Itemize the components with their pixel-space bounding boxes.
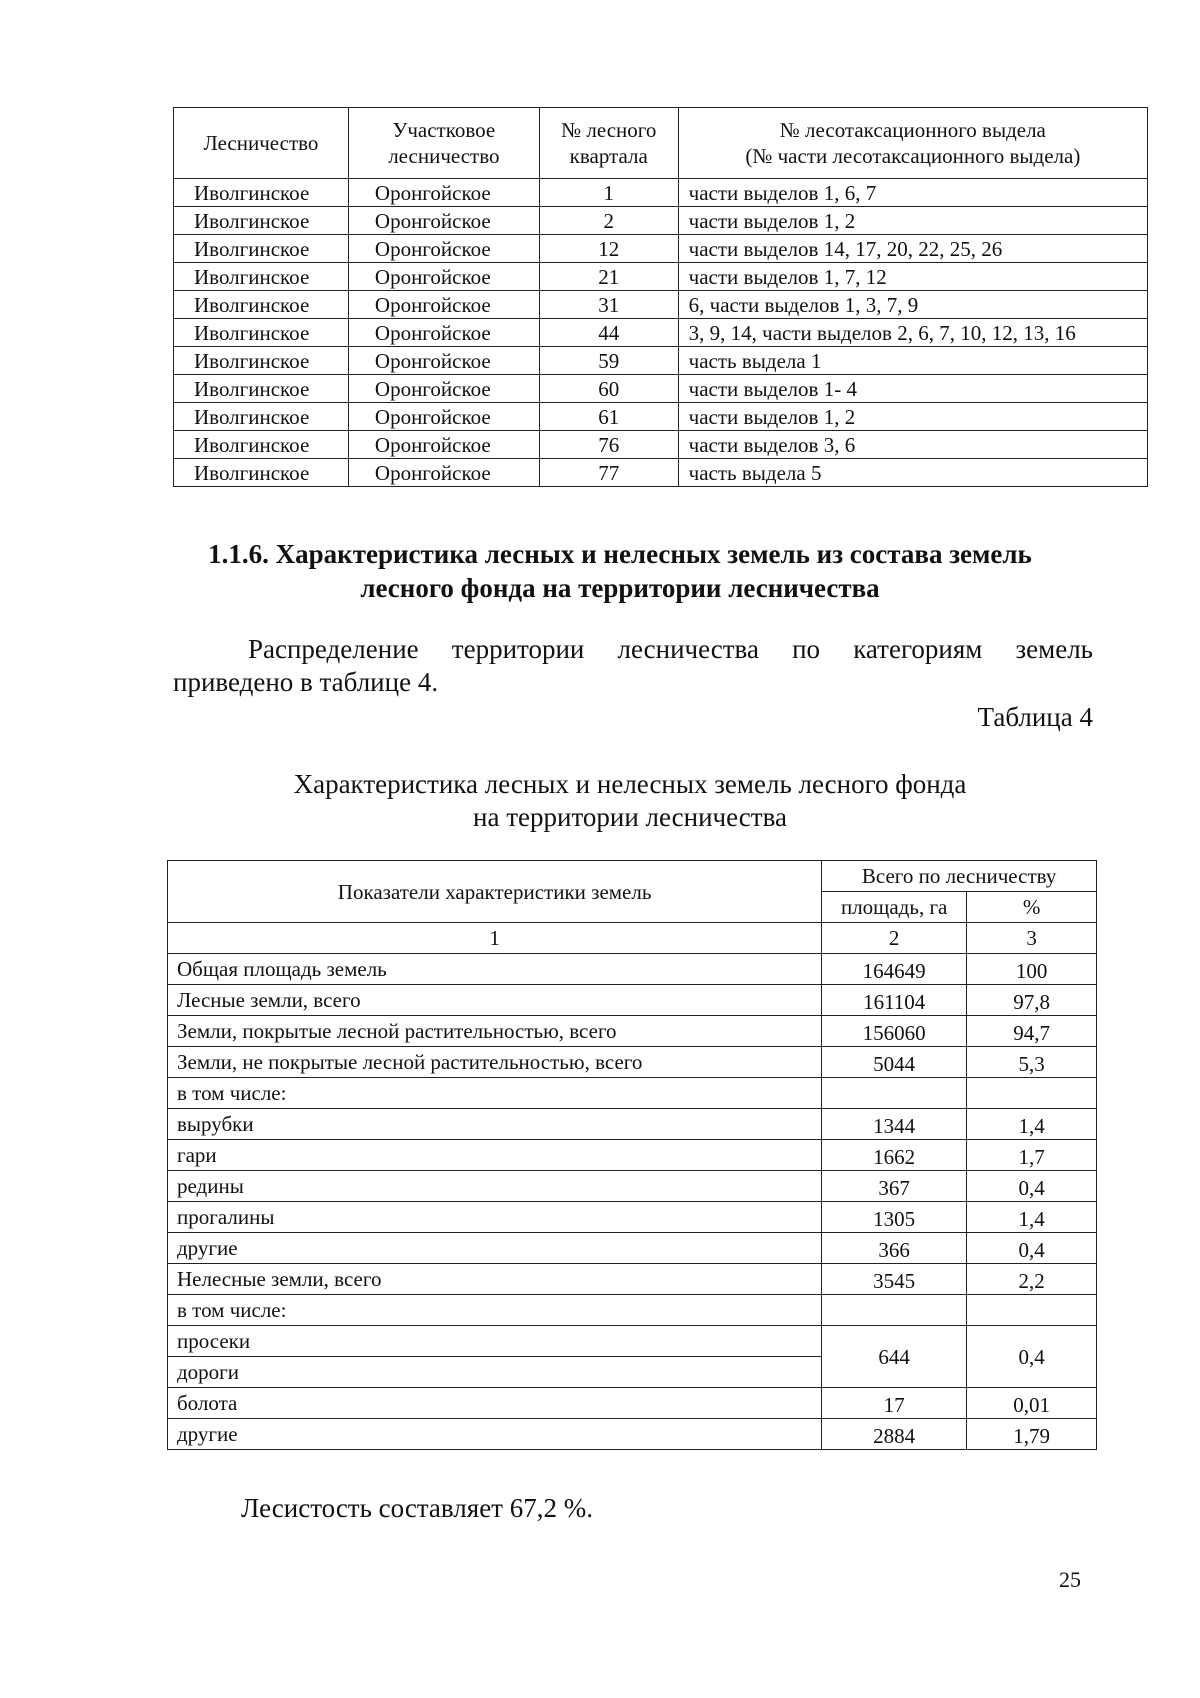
cell-percent	[967, 1078, 1097, 1109]
cell-quarter: 77	[539, 459, 678, 487]
cell-district: Оронгойское	[348, 319, 539, 347]
cell-percent: 100	[967, 954, 1097, 985]
cell-forestry: Иволгинское	[174, 291, 349, 319]
table-row	[168, 1233, 1097, 1264]
cell-percent: 0,4	[967, 1233, 1097, 1264]
table-label: Таблица 4	[977, 702, 1093, 732]
cell-percent: 97,8	[967, 985, 1097, 1016]
cell-area: 644	[822, 1326, 967, 1388]
table-row	[168, 1419, 1097, 1450]
page-number: 25	[1059, 1567, 1081, 1592]
cell-quarter: 44	[539, 319, 678, 347]
cell-percent: 5,3	[967, 1047, 1097, 1078]
land-characteristics-table	[167, 860, 1097, 1450]
header-area: площадь, га	[822, 892, 967, 923]
cell-sections: часть выдела 1	[678, 347, 1147, 375]
header-indicator: Показатели характеристики земель	[168, 861, 822, 923]
column-number: 3	[967, 923, 1097, 954]
intro-paragraph: Распределение территории лесничества по категориям земель приведено в таблице 4.	[173, 634, 1093, 697]
cell-area: 1662	[822, 1140, 967, 1171]
column-numbers-row	[168, 923, 1097, 954]
cell-label: Нелесные земли, всего	[168, 1264, 822, 1295]
cell-forestry: Иволгинское	[174, 459, 349, 487]
table-row	[174, 375, 1148, 403]
cell-sections: 3, 9, 14, части выделов 2, 6, 7, 10, 12, 13, 16	[678, 319, 1147, 347]
cell-forestry: Иволгинское	[174, 347, 349, 375]
cell-district: Оронгойское	[348, 263, 539, 291]
cell-sections: часть выдела 5	[678, 459, 1147, 487]
table-row	[168, 1326, 1097, 1357]
header-total: Всего по лесничеству	[822, 861, 1097, 892]
table-row	[174, 319, 1148, 347]
cell-forestry: Иволгинское	[174, 431, 349, 459]
cell-sections: части выделов 1- 4	[678, 375, 1147, 403]
cell-quarter: 76	[539, 431, 678, 459]
cell-district: Оронгойское	[348, 431, 539, 459]
cell-area: 2884	[822, 1419, 967, 1450]
cell-area: 161104	[822, 985, 967, 1016]
table-row	[168, 954, 1097, 985]
cell-area	[822, 1295, 967, 1326]
cell-sections: части выделов 1, 2	[678, 403, 1147, 431]
cell-label: дороги	[168, 1357, 822, 1388]
cell-sections: части выделов 1, 2	[678, 207, 1147, 235]
table-row	[174, 291, 1148, 319]
table-row	[174, 207, 1148, 235]
forest-quarters-table	[173, 107, 1148, 487]
cell-quarter: 12	[539, 235, 678, 263]
cell-area: 367	[822, 1171, 967, 1202]
cell-sections: части выделов 1, 6, 7	[678, 179, 1147, 207]
cell-percent: 0,4	[967, 1171, 1097, 1202]
cell-percent: 2,2	[967, 1264, 1097, 1295]
cell-quarter: 60	[539, 375, 678, 403]
cell-sections: части выделов 14, 17, 20, 22, 25, 26	[678, 235, 1147, 263]
cell-area: 156060	[822, 1016, 967, 1047]
table-row	[168, 1388, 1097, 1419]
cell-quarter: 1	[539, 179, 678, 207]
table-row	[174, 347, 1148, 375]
cell-quarter: 21	[539, 263, 678, 291]
cell-label: прогалины	[168, 1202, 822, 1233]
forest-cover-text: Лесистость составляет 67,2 %.	[241, 1493, 593, 1523]
cell-area: 17	[822, 1388, 967, 1419]
column-number: 1	[168, 923, 822, 954]
cell-district: Оронгойское	[348, 235, 539, 263]
cell-label: Земли, не покрытые лесной растительностью, всего	[168, 1047, 822, 1078]
cell-forestry: Иволгинское	[174, 375, 349, 403]
header-district-forestry: Участковое лесничество	[348, 108, 539, 179]
cell-percent: 1,79	[967, 1419, 1097, 1450]
table-title: Характеристика лесных и нелесных земель лесного фонда на территории лесничества	[293, 769, 967, 832]
cell-label: другие	[168, 1419, 822, 1450]
cell-district: Оронгойское	[348, 347, 539, 375]
table-row	[168, 1295, 1097, 1326]
table-header-row	[174, 108, 1148, 179]
cell-district: Оронгойское	[348, 459, 539, 487]
cell-forestry: Иволгинское	[174, 263, 349, 291]
cell-quarter: 2	[539, 207, 678, 235]
table-row	[174, 179, 1148, 207]
cell-percent: 1,7	[967, 1140, 1097, 1171]
table-row	[174, 459, 1148, 487]
table-row	[174, 431, 1148, 459]
cell-sections: 6, части выделов 1, 3, 7, 9	[678, 291, 1147, 319]
cell-quarter: 59	[539, 347, 678, 375]
cell-forestry: Иволгинское	[174, 179, 349, 207]
cell-label: в том числе:	[168, 1078, 822, 1109]
cell-label: Земли, покрытые лесной растительностью, всего	[168, 1016, 822, 1047]
table-row	[174, 403, 1148, 431]
cell-quarter: 61	[539, 403, 678, 431]
cell-label: просеки	[168, 1326, 822, 1357]
cell-label: Лесные земли, всего	[168, 985, 822, 1016]
cell-label: болота	[168, 1388, 822, 1419]
cell-label: в том числе:	[168, 1295, 822, 1326]
column-number: 2	[822, 923, 967, 954]
cell-percent	[967, 1295, 1097, 1326]
cell-label: гари	[168, 1140, 822, 1171]
table-row	[168, 1078, 1097, 1109]
cell-forestry: Иволгинское	[174, 207, 349, 235]
table-row	[168, 985, 1097, 1016]
section-heading: 1.1.6. Характеристика лесных и нелесных земель из состава земель лесного фонда на территории лесничества	[208, 539, 1032, 603]
cell-district: Оронгойское	[348, 207, 539, 235]
cell-sections: части выделов 1, 7, 12	[678, 263, 1147, 291]
table-row	[168, 1202, 1097, 1233]
cell-percent: 94,7	[967, 1016, 1097, 1047]
cell-district: Оронгойское	[348, 179, 539, 207]
table-row	[174, 263, 1148, 291]
cell-area: 1344	[822, 1109, 967, 1140]
header-quarter: № лесного квартала	[539, 108, 678, 179]
cell-area: 366	[822, 1233, 967, 1264]
header-forestry: Лесничество	[174, 108, 349, 179]
table-row	[174, 235, 1148, 263]
cell-sections: части выделов 3, 6	[678, 431, 1147, 459]
table-row	[168, 1140, 1097, 1171]
cell-percent: 0,01	[967, 1388, 1097, 1419]
cell-area: 164649	[822, 954, 967, 985]
cell-area	[822, 1078, 967, 1109]
cell-quarter: 31	[539, 291, 678, 319]
table-row	[168, 1171, 1097, 1202]
table-row	[168, 1264, 1097, 1295]
table-header-row	[168, 861, 1097, 892]
cell-percent: 1,4	[967, 1202, 1097, 1233]
cell-forestry: Иволгинское	[174, 403, 349, 431]
cell-label: вырубки	[168, 1109, 822, 1140]
cell-percent: 0,4	[967, 1326, 1097, 1388]
cell-district: Оронгойское	[348, 291, 539, 319]
cell-percent: 1,4	[967, 1109, 1097, 1140]
header-percent: %	[967, 892, 1097, 923]
cell-area: 5044	[822, 1047, 967, 1078]
cell-forestry: Иволгинское	[174, 319, 349, 347]
cell-forestry: Иволгинское	[174, 235, 349, 263]
table-row	[168, 1047, 1097, 1078]
cell-label: редины	[168, 1171, 822, 1202]
cell-label: другие	[168, 1233, 822, 1264]
header-sections: № лесотаксационного выдела (№ части лесотаксационного выдела)	[678, 108, 1147, 179]
cell-district: Оронгойское	[348, 375, 539, 403]
cell-district: Оронгойское	[348, 403, 539, 431]
cell-label: Общая площадь земель	[168, 954, 822, 985]
cell-area: 3545	[822, 1264, 967, 1295]
table-row	[168, 1109, 1097, 1140]
cell-area: 1305	[822, 1202, 967, 1233]
table-row	[168, 1016, 1097, 1047]
